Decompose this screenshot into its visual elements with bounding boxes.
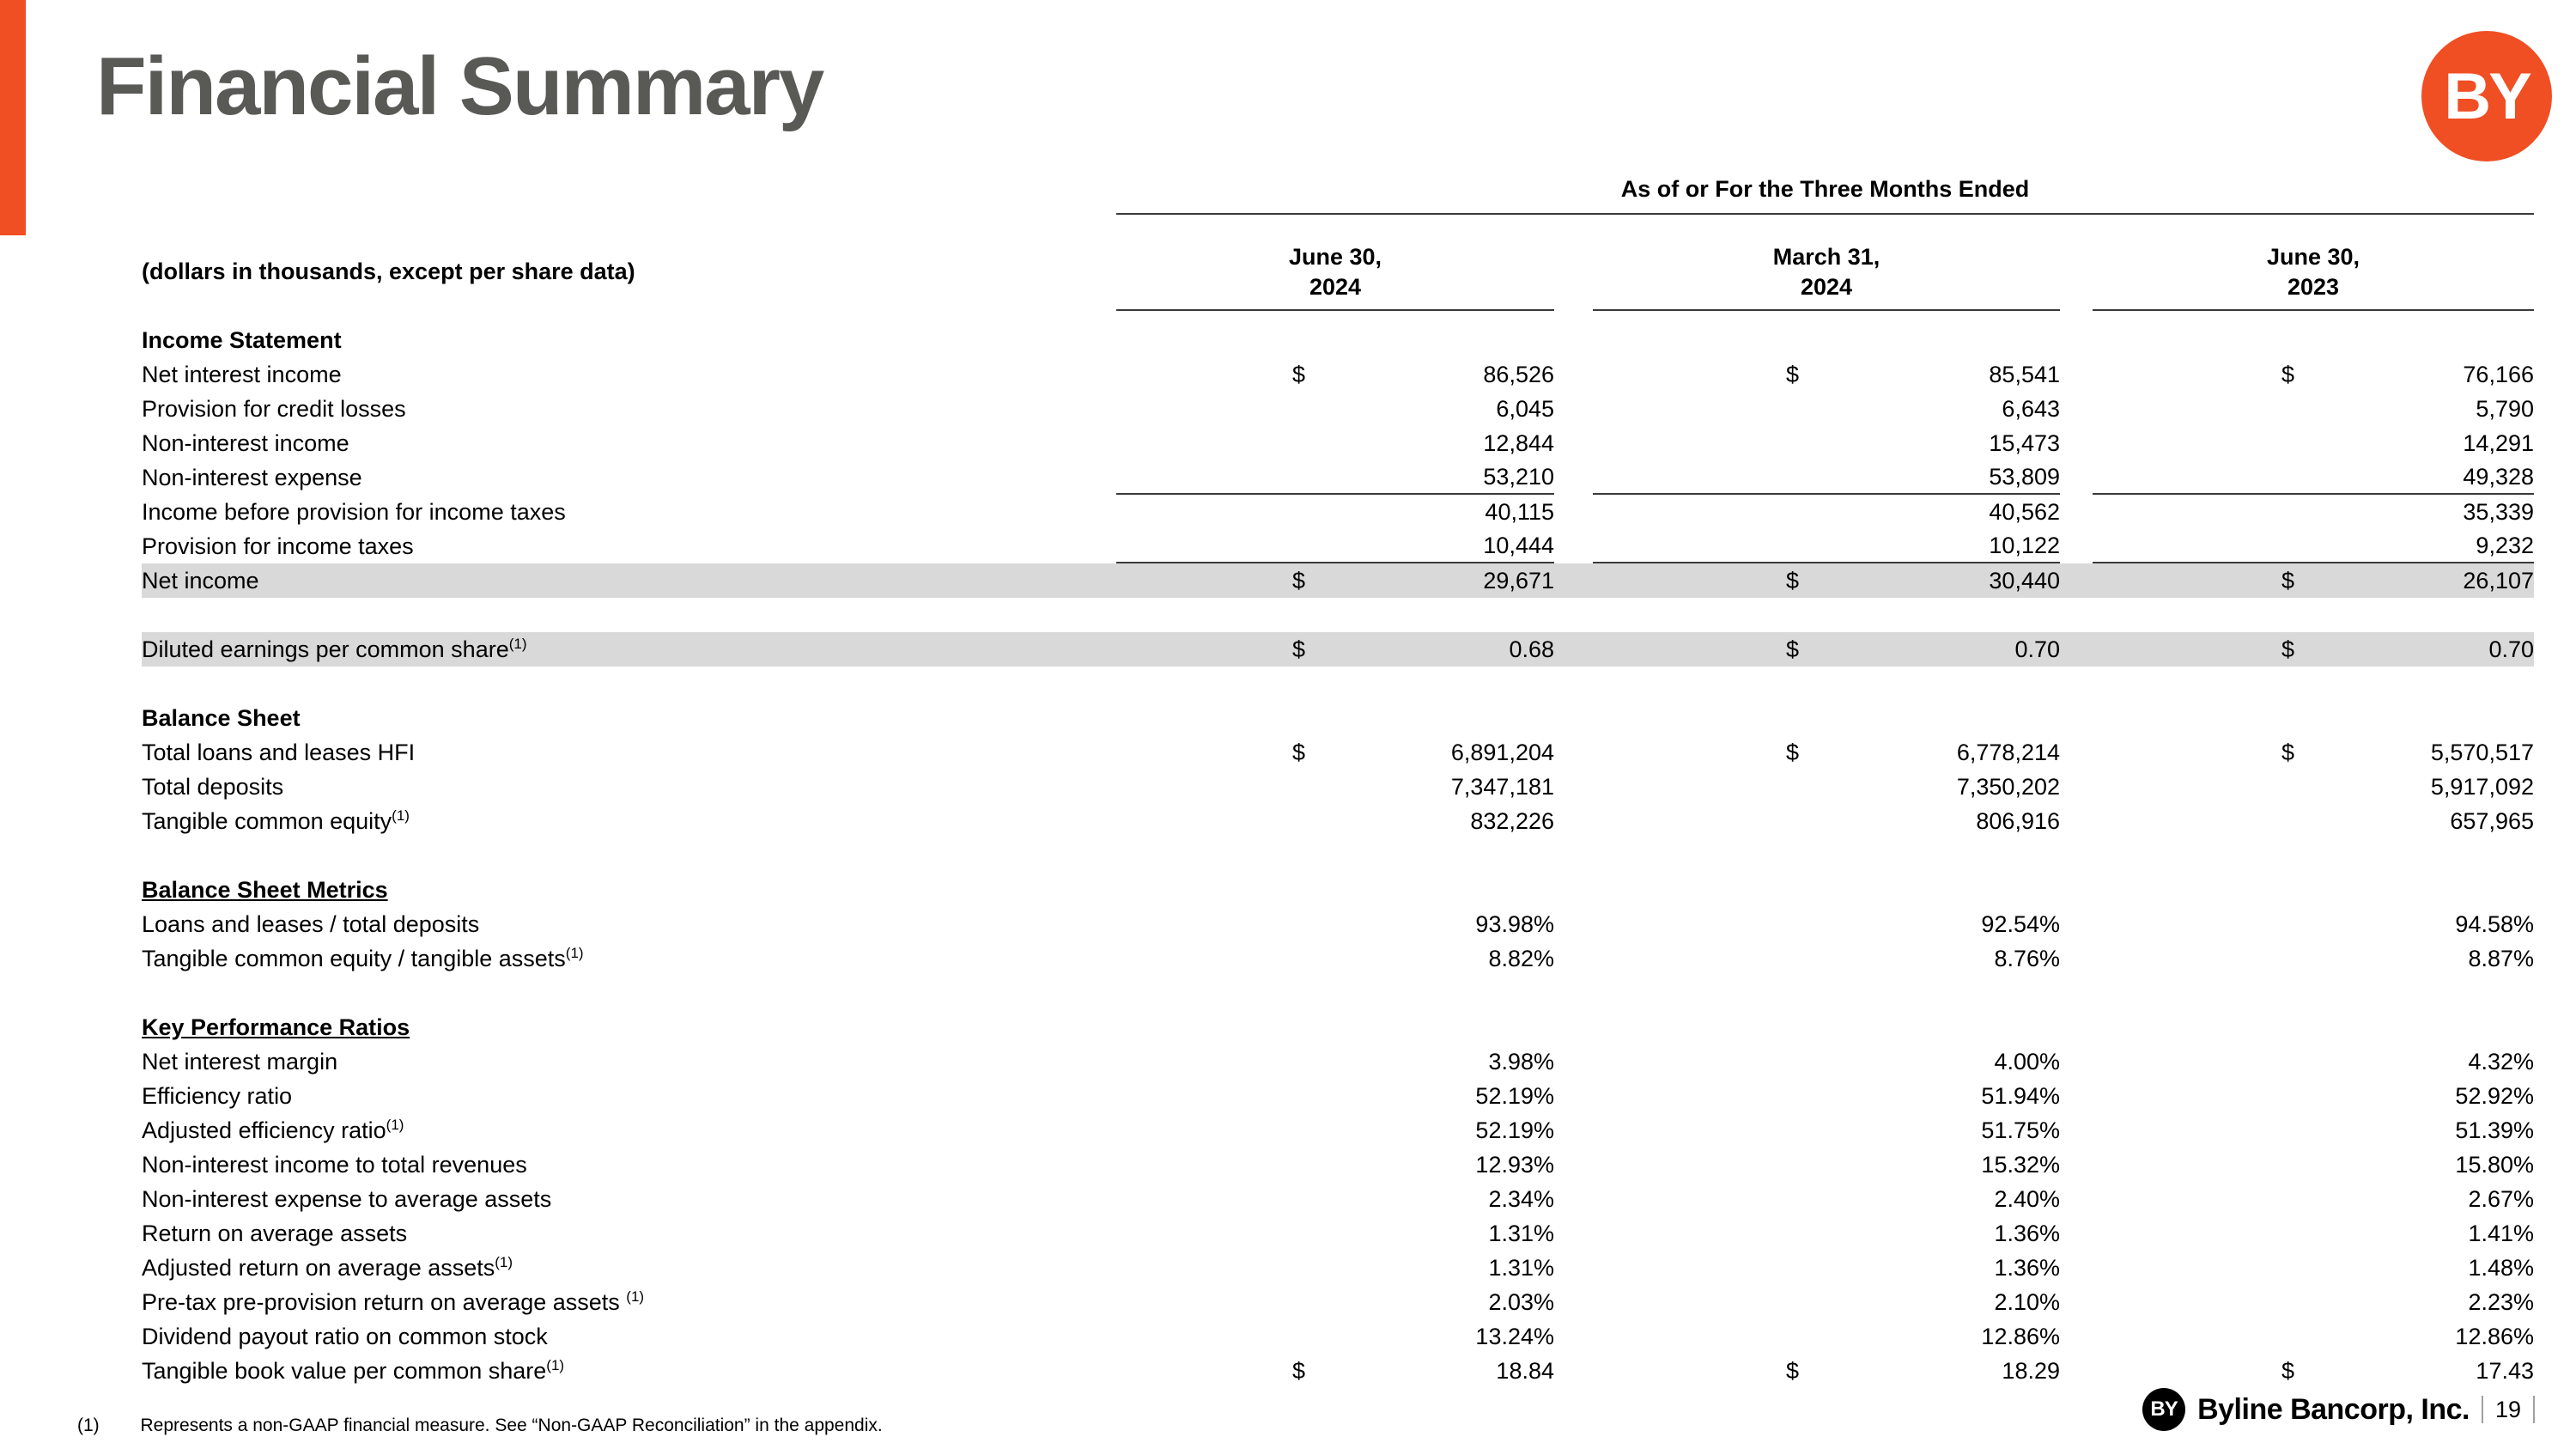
- footer: [2142, 1388, 2535, 1431]
- page-number: 19: [2494, 1396, 2521, 1422]
- cell-value: 12,844: [1483, 429, 1554, 456]
- value-cell: [1116, 1251, 1554, 1285]
- cell-value: 4.00%: [1994, 1048, 2060, 1075]
- value-cell: [2093, 1285, 2534, 1319]
- row-label: Non-interest income: [142, 429, 349, 456]
- table-row: [142, 529, 2534, 563]
- row-label: Pre-tax pre-provision return on average assets $^{(1)}$: [142, 1288, 645, 1315]
- value-cell: [1116, 1319, 1554, 1354]
- value-cell: [1116, 563, 1554, 598]
- spacer-row: [142, 976, 2534, 1010]
- table-row: [142, 1216, 2534, 1251]
- cell-value: 832,226: [1470, 807, 1554, 834]
- table-row: [142, 941, 2534, 976]
- cell-value: 51.94%: [1981, 1082, 2060, 1109]
- cell-value: 15.80%: [2455, 1151, 2534, 1178]
- cell-value: 6,778,214: [1956, 739, 2060, 765]
- units-note: (dollars in thousands, except per share data): [142, 259, 635, 284]
- dollar-sign: $: [1786, 361, 1800, 387]
- value-cell: [2093, 529, 2534, 563]
- cell-value: 52.19%: [1475, 1117, 1554, 1143]
- cell-value: 15.32%: [1981, 1151, 2060, 1178]
- section-row: [142, 701, 2534, 735]
- dollar-sign: $: [2281, 739, 2295, 765]
- table-row: [142, 1285, 2534, 1319]
- value-cell: [1116, 1182, 1554, 1216]
- table-row: [142, 1044, 2534, 1079]
- column-header-jun-2023: [2093, 215, 2534, 311]
- column-header-line1: March 31,: [1772, 244, 1880, 270]
- cell-value: 1.36%: [1994, 1254, 2060, 1281]
- cell-value: 10,444: [1483, 532, 1554, 558]
- table-rows: [142, 323, 2534, 1388]
- row-label: Dividend payout ratio on common stock: [142, 1323, 548, 1349]
- table-spanner-heading: As of or For the Three Months Ended: [1116, 176, 2534, 215]
- row-label: Return on average assets: [142, 1220, 408, 1246]
- dollar-sign: $: [2281, 636, 2295, 662]
- spacer-row: [142, 838, 2534, 873]
- value-cell: [2093, 392, 2534, 426]
- value-cell: [1593, 1354, 2060, 1388]
- column-header-mar-2024: [1593, 215, 2060, 311]
- column-header-line2: 2024: [1800, 274, 1853, 300]
- cell-value: 94.58%: [2455, 910, 2534, 937]
- cell-value: 76,166: [2463, 361, 2534, 387]
- footnote-superscript: (1): [495, 1253, 513, 1270]
- value-cell: [2093, 1354, 2534, 1388]
- value-cell: [1593, 392, 2060, 426]
- dollar-sign: $: [1292, 567, 1306, 594]
- row-label: Tangible common equity$^{(1)}$: [142, 807, 410, 834]
- cell-value: 806,916: [1976, 807, 2060, 834]
- row-label: Balance Sheet: [142, 704, 301, 731]
- value-cell: [1593, 460, 2060, 495]
- row-label: Provision for credit losses: [142, 395, 406, 422]
- dollar-sign: $: [1292, 1357, 1306, 1384]
- footnote-superscript: (1): [626, 1288, 645, 1305]
- table-row: [142, 460, 2534, 495]
- value-cell: [1116, 1148, 1554, 1182]
- cell-value: 51.39%: [2455, 1117, 2534, 1143]
- value-cell: [1593, 357, 2060, 392]
- column-header-line1: June 30,: [1288, 244, 1382, 270]
- value-cell: [2093, 563, 2534, 598]
- cell-value: 6,045: [1496, 395, 1554, 422]
- dollar-sign: $: [1292, 739, 1306, 765]
- value-cell: [1593, 1079, 2060, 1113]
- value-cell: [2093, 1113, 2534, 1148]
- value-cell: [2093, 735, 2534, 770]
- cell-value: 92.54%: [1981, 910, 2060, 937]
- table-row: [142, 426, 2534, 460]
- financial-summary-table: [142, 176, 2534, 1388]
- cell-value: 5,790: [2476, 395, 2534, 422]
- cell-value: 35,339: [2463, 498, 2534, 525]
- value-cell: [1593, 1319, 2060, 1354]
- dollar-sign: $: [1292, 636, 1306, 662]
- row-label: Non-interest expense to average assets: [142, 1185, 552, 1212]
- value-cell: [2093, 1079, 2534, 1113]
- footnote-superscript: (1): [546, 1356, 565, 1373]
- cell-value: 8.82%: [1488, 945, 1554, 971]
- cell-value: 1.41%: [2468, 1220, 2534, 1246]
- page-number-separator: [2482, 1396, 2483, 1423]
- spacer-row: [142, 667, 2534, 701]
- cell-value: 9,232: [2476, 532, 2534, 558]
- value-cell: [2093, 1251, 2534, 1285]
- value-cell: [2093, 632, 2534, 667]
- cell-value: 3.98%: [1488, 1048, 1554, 1075]
- value-cell: [1593, 1148, 2060, 1182]
- footnote-superscript: (1): [386, 1116, 404, 1133]
- value-cell: [1116, 941, 1554, 976]
- table-row: [142, 1182, 2534, 1216]
- dollar-sign: $: [1786, 739, 1800, 765]
- column-header-line2: 2023: [2287, 274, 2340, 300]
- footnote-text: Represents a non-GAAP financial measure. See “Non-GAAP Reconciliation” in the appendix.: [140, 1416, 883, 1435]
- value-cell: [1116, 495, 1554, 529]
- row-label: Income Statement: [142, 326, 342, 353]
- value-cell: [1593, 804, 2060, 838]
- row-label: Tangible book value per common share$^{(1)}$: [142, 1356, 565, 1384]
- cell-value: 85,541: [1989, 361, 2060, 387]
- dollar-sign: $: [2281, 361, 2295, 387]
- cell-value: 1.31%: [1488, 1254, 1554, 1281]
- cell-value: 8.76%: [1994, 945, 2060, 971]
- table-row: [142, 804, 2534, 838]
- cell-value: 8.87%: [2468, 945, 2534, 971]
- row-label: Total loans and leases HFI: [142, 739, 416, 765]
- page-title: Financial Summary: [96, 40, 823, 132]
- row-label: Non-interest expense: [142, 464, 362, 490]
- cell-value: 53,210: [1483, 463, 1554, 490]
- spacer-row: [142, 598, 2534, 632]
- value-cell: [1593, 529, 2060, 563]
- footer-logo-text: BY: [2150, 1397, 2178, 1421]
- cell-value: 2.67%: [2468, 1185, 2534, 1212]
- value-cell: [2093, 1182, 2534, 1216]
- cell-value: 40,115: [1485, 498, 1554, 525]
- value-cell: [2093, 1148, 2534, 1182]
- cell-value: 29,671: [1483, 567, 1554, 594]
- value-cell: [1116, 804, 1554, 838]
- cell-value: 4.32%: [2468, 1048, 2534, 1075]
- dollar-sign: $: [2281, 1357, 2295, 1384]
- footnote-superscript: (1): [392, 807, 410, 824]
- cell-value: 52.19%: [1475, 1082, 1554, 1109]
- section-row: [142, 323, 2534, 357]
- cell-value: 0.68: [1509, 636, 1554, 662]
- column-header-line2: 2024: [1309, 274, 1362, 300]
- value-cell: [1116, 426, 1554, 460]
- table-row: [142, 357, 2534, 392]
- value-cell: [1593, 1182, 2060, 1216]
- cell-value: 17.43: [2476, 1357, 2534, 1384]
- value-cell: [2093, 770, 2534, 804]
- table-row: [142, 1079, 2534, 1113]
- cell-value: 1.48%: [2468, 1254, 2534, 1281]
- table-row: [142, 495, 2534, 529]
- value-cell: [2093, 495, 2534, 529]
- value-cell: [1116, 770, 1554, 804]
- value-cell: [1116, 1285, 1554, 1319]
- value-cell: [1116, 1113, 1554, 1148]
- value-cell: [2093, 1319, 2534, 1354]
- column-header-jun-2024: [1116, 215, 1554, 311]
- cell-value: 2.03%: [1488, 1288, 1554, 1315]
- dollar-sign: $: [1786, 636, 1800, 662]
- value-cell: [1116, 1044, 1554, 1079]
- cell-value: 2.23%: [2468, 1288, 2534, 1315]
- value-cell: [2093, 1216, 2534, 1251]
- table-row: [142, 907, 2534, 941]
- table-row: [142, 392, 2534, 426]
- value-cell: [1593, 563, 2060, 598]
- value-cell: [1116, 529, 1554, 563]
- cell-value: 1.31%: [1488, 1220, 1554, 1246]
- value-cell: [2093, 804, 2534, 838]
- table-row: [142, 1148, 2534, 1182]
- value-cell: [1116, 907, 1554, 941]
- table-row: [142, 632, 2534, 667]
- value-cell: [1593, 1285, 2060, 1319]
- value-cell: [1593, 1251, 2060, 1285]
- row-label: Total deposits: [142, 773, 284, 800]
- value-cell: [2093, 907, 2534, 941]
- value-cell: [1593, 632, 2060, 667]
- value-cell: [1116, 357, 1554, 392]
- table-row: [142, 1319, 2534, 1354]
- value-cell: [1593, 770, 2060, 804]
- value-cell: [1116, 392, 1554, 426]
- cell-value: 18.84: [1496, 1357, 1554, 1384]
- cell-value: 12.86%: [2455, 1323, 2534, 1349]
- row-label: Diluted earnings per common share$^{(1)}$: [142, 635, 527, 662]
- cell-value: 13.24%: [1475, 1323, 1554, 1349]
- value-cell: [1593, 495, 2060, 529]
- value-cell: [1116, 1216, 1554, 1251]
- byline-logo: [2421, 31, 2552, 161]
- cell-value: 1.36%: [1994, 1220, 2060, 1246]
- row-label: Net interest income: [142, 361, 342, 387]
- value-cell: [1593, 735, 2060, 770]
- cell-value: 51.75%: [1981, 1117, 2060, 1143]
- dollar-sign: $: [2281, 567, 2295, 594]
- cell-value: 7,350,202: [1956, 773, 2060, 800]
- table-row: [142, 1251, 2534, 1285]
- value-cell: [1116, 460, 1554, 495]
- cell-value: 30,440: [1989, 567, 2060, 594]
- row-label: Adjusted return on average assets$^{(1)}$: [142, 1253, 513, 1281]
- row-label: Key Performance Ratios: [142, 1014, 410, 1040]
- cell-value: 52.92%: [2455, 1082, 2534, 1109]
- cell-value: 6,643: [2002, 395, 2060, 422]
- row-label: Non-interest income to total revenues: [142, 1151, 527, 1178]
- value-cell: [2093, 357, 2534, 392]
- cell-value: 0.70: [2488, 636, 2534, 662]
- row-label: Efficiency ratio: [142, 1082, 293, 1109]
- cell-value: 86,526: [1483, 361, 1554, 387]
- cell-value: 657,965: [2450, 807, 2534, 834]
- row-label: Loans and leases / total deposits: [142, 910, 480, 937]
- value-cell: [1593, 1044, 2060, 1079]
- cell-value: 26,107: [2463, 567, 2534, 594]
- cell-value: 2.40%: [1994, 1185, 2060, 1212]
- table-row: [142, 1354, 2534, 1388]
- table-row: [142, 770, 2534, 804]
- cell-value: 49,328: [2463, 463, 2534, 490]
- section-row: [142, 1010, 2534, 1044]
- accent-bar: [0, 0, 26, 235]
- row-label: Provision for income taxes: [142, 533, 414, 559]
- cell-value: 93.98%: [1475, 910, 1554, 937]
- footnote-superscript: (1): [508, 635, 527, 652]
- value-cell: [1116, 1354, 1554, 1388]
- table-row: [142, 563, 2534, 598]
- value-cell: [2093, 941, 2534, 976]
- cell-value: 18.29: [2002, 1357, 2060, 1384]
- dollar-sign: $: [1786, 1357, 1800, 1384]
- value-cell: [1116, 1079, 1554, 1113]
- row-label: Adjusted efficiency ratio$^{(1)}$: [142, 1116, 404, 1143]
- dollar-sign: $: [1292, 361, 1306, 387]
- value-cell: [2093, 426, 2534, 460]
- footnote-superscript: (1): [565, 944, 584, 961]
- footer-brand-name: Byline Bancorp, Inc.: [2197, 1392, 2470, 1426]
- byline-footer-logo-icon: [2142, 1388, 2185, 1431]
- value-cell: [1593, 1113, 2060, 1148]
- cell-value: 0.70: [2014, 636, 2060, 662]
- value-cell: [1116, 735, 1554, 770]
- cell-value: 12.86%: [1981, 1323, 2060, 1349]
- value-cell: [2093, 1044, 2534, 1079]
- row-label: Income before provision for income taxes: [142, 498, 566, 525]
- dollar-sign: $: [1786, 567, 1800, 594]
- row-label: Tangible common equity / tangible assets$^{(1)}$: [142, 944, 584, 971]
- table-row: [142, 1113, 2534, 1148]
- row-label: Net interest margin: [142, 1048, 338, 1075]
- value-cell: [1593, 1216, 2060, 1251]
- table-row: [142, 735, 2534, 770]
- cell-value: 6,891,204: [1450, 739, 1554, 765]
- value-cell: [1116, 632, 1554, 667]
- cell-value: 14,291: [2463, 429, 2534, 456]
- value-cell: [2093, 460, 2534, 495]
- cell-value: 15,473: [1989, 429, 2060, 456]
- row-label: Balance Sheet Metrics: [142, 876, 388, 903]
- byline-logo-text: BY: [2444, 59, 2530, 133]
- value-cell: [1593, 941, 2060, 976]
- footnote: [77, 1416, 883, 1436]
- cell-value: 10,122: [1989, 532, 2060, 558]
- column-header-line1: June 30,: [2266, 244, 2360, 270]
- footnote-marker: (1): [77, 1416, 100, 1435]
- cell-value: 2.10%: [1994, 1288, 2060, 1315]
- value-cell: [1593, 907, 2060, 941]
- section-row: [142, 873, 2534, 907]
- cell-value: 5,570,517: [2430, 739, 2534, 765]
- cell-value: 12.93%: [1475, 1151, 1554, 1178]
- cell-value: 2.34%: [1488, 1185, 1554, 1212]
- value-cell: [1593, 426, 2060, 460]
- row-label: Net income: [142, 567, 259, 594]
- cell-value: 5,917,092: [2430, 773, 2534, 800]
- column-headers: [1116, 215, 2534, 311]
- cell-value: 7,347,181: [1450, 773, 1554, 800]
- page-number-separator: [2533, 1396, 2535, 1423]
- cell-value: 53,809: [1989, 463, 2060, 490]
- cell-value: 40,562: [1989, 498, 2060, 525]
